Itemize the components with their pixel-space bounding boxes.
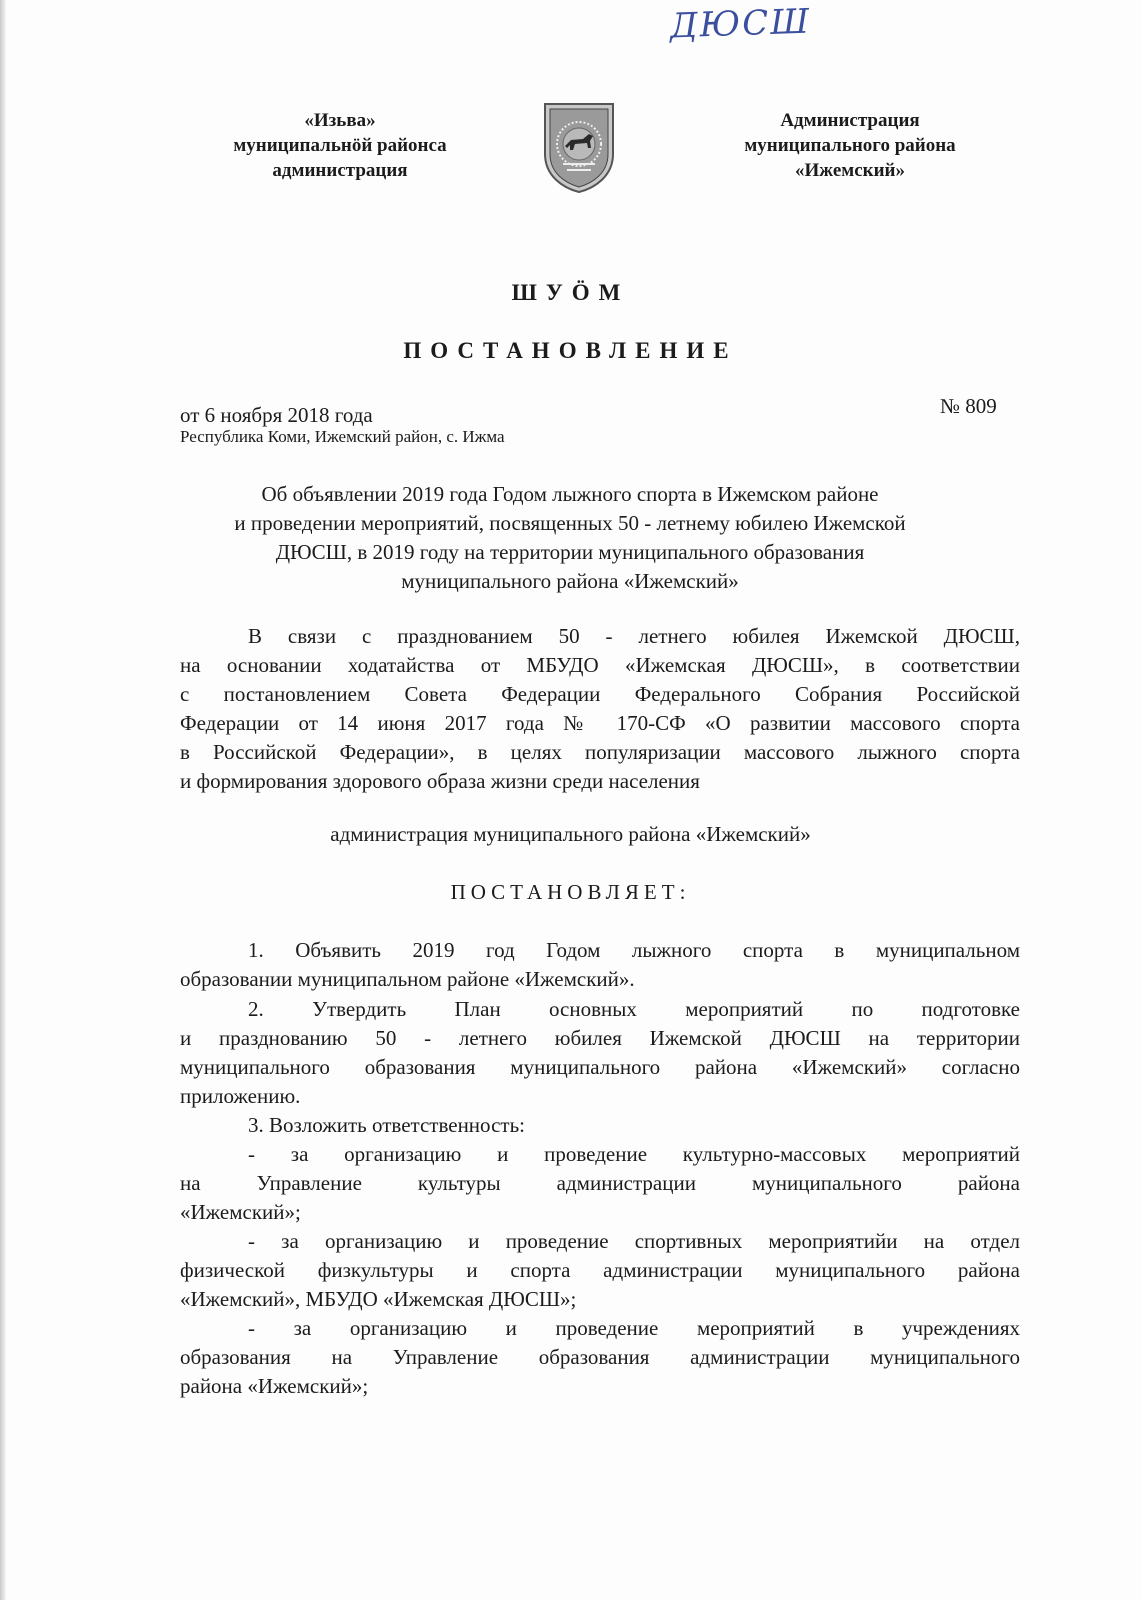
handwritten-note: ДЮСШ — [669, 1, 812, 47]
subject-line: Об объявлении 2019 года Годом лыжного спорта в Ижемском районе — [261, 482, 879, 506]
header-russian-line: «Ижемский» — [795, 160, 905, 181]
subject-line: и проведении мероприятий, посвященных 50 - летнему юбилею Ижемской — [234, 511, 906, 535]
item-3c — [180, 1314, 1020, 1401]
item-line: 2. Утвердить План основных мероприятий по подготовке — [248, 997, 1020, 1021]
authority-line: администрация муниципального района «Ижемский» — [330, 822, 811, 846]
item-line: - за организацию и проведение мероприятий в учреждениях — [248, 1316, 1020, 1340]
item-line: и празднованию 50 - летнего юбилея Ижемской ДЮСШ на территории — [180, 1026, 1020, 1050]
preamble-line: на основании ходатайства от МБУДО «Ижемская ДЮСШ», в соответствии — [180, 653, 1020, 677]
header-russian-line: Администрация — [780, 110, 920, 131]
preamble-line: Федерации от 14 июня 2017 года № 170-СФ «О развитии массового спорта — [180, 711, 1020, 735]
scan-edge — [0, 0, 6, 1600]
header-komi-line: администрация — [272, 160, 408, 181]
preamble-line: с постановлением Совета Федерации Федерального Собрания Российской — [180, 682, 1020, 706]
item-line: образовании муниципальном районе «Ижемский». — [180, 967, 635, 991]
item-3b — [180, 1227, 1020, 1314]
item-line: - за организацию и проведение спортивных мероприятийи на отдел — [248, 1229, 1020, 1253]
document-number: № 809 — [940, 394, 997, 418]
header-komi-line: муниципальнӧй районса — [233, 135, 447, 156]
subject-line: муниципального района «Ижемский» — [401, 569, 739, 593]
document-subject — [150, 480, 990, 596]
item-line: - за организацию и проведение культурно-массовых мероприятий — [248, 1142, 1020, 1166]
preamble-line: и формирования здорового образа жизни среди населения — [180, 769, 700, 793]
item-line: муниципального образования муниципального района «Ижемский» согласно — [180, 1055, 1020, 1079]
preamble-line: В связи с празднованием 50 - летнего юбилея Ижемской ДЮСШ, — [248, 624, 1020, 648]
subject-line: ДЮСШ, в 2019 году на территории муниципального образования — [275, 540, 865, 564]
item-line: образования на Управление образования администрации муниципального — [180, 1345, 1020, 1369]
item-line: на Управление культуры администрации муниципального района — [180, 1171, 1020, 1195]
preamble-paragraph — [180, 622, 1020, 796]
header-komi-line: «Изьва» — [304, 110, 376, 131]
item-line: «Ижемский»; — [180, 1200, 301, 1224]
header-russian-line: муниципального района — [744, 135, 956, 156]
item-line: 3. Возложить ответственность: — [248, 1113, 525, 1137]
coat-of-arms-icon — [543, 102, 615, 194]
header-russian — [720, 108, 980, 183]
item-3a — [180, 1140, 1020, 1227]
item-line: приложению. — [180, 1084, 301, 1108]
header-komi — [200, 108, 480, 183]
item-line: физической физкультуры и спорта администрации муниципального района — [180, 1258, 1020, 1282]
item-line: «Ижемский», МБУДО «Ижемская ДЮСШ»; — [180, 1287, 577, 1311]
item-line: района «Ижемский»; — [180, 1374, 369, 1398]
document-date: от 6 ноября 2018 года — [180, 403, 373, 427]
preamble-line: в Российской Федерации», в целях популяризации массового лыжного спорта — [180, 740, 1020, 764]
document-place: Республика Коми, Ижемский район, с. Ижма — [180, 427, 505, 446]
title-russian: ПОСТАНОВЛЕНИЕ — [403, 338, 738, 363]
item-3 — [180, 1111, 1020, 1140]
item-2 — [180, 995, 1020, 1111]
title-komi: ШУӦМ — [511, 280, 630, 305]
item-line: 1. Объявить 2019 год Годом лыжного спорта в муниципальном — [248, 938, 1020, 962]
item-1 — [180, 936, 1020, 994]
resolves-heading: ПОСТАНОВЛЯЕТ: — [450, 880, 691, 904]
